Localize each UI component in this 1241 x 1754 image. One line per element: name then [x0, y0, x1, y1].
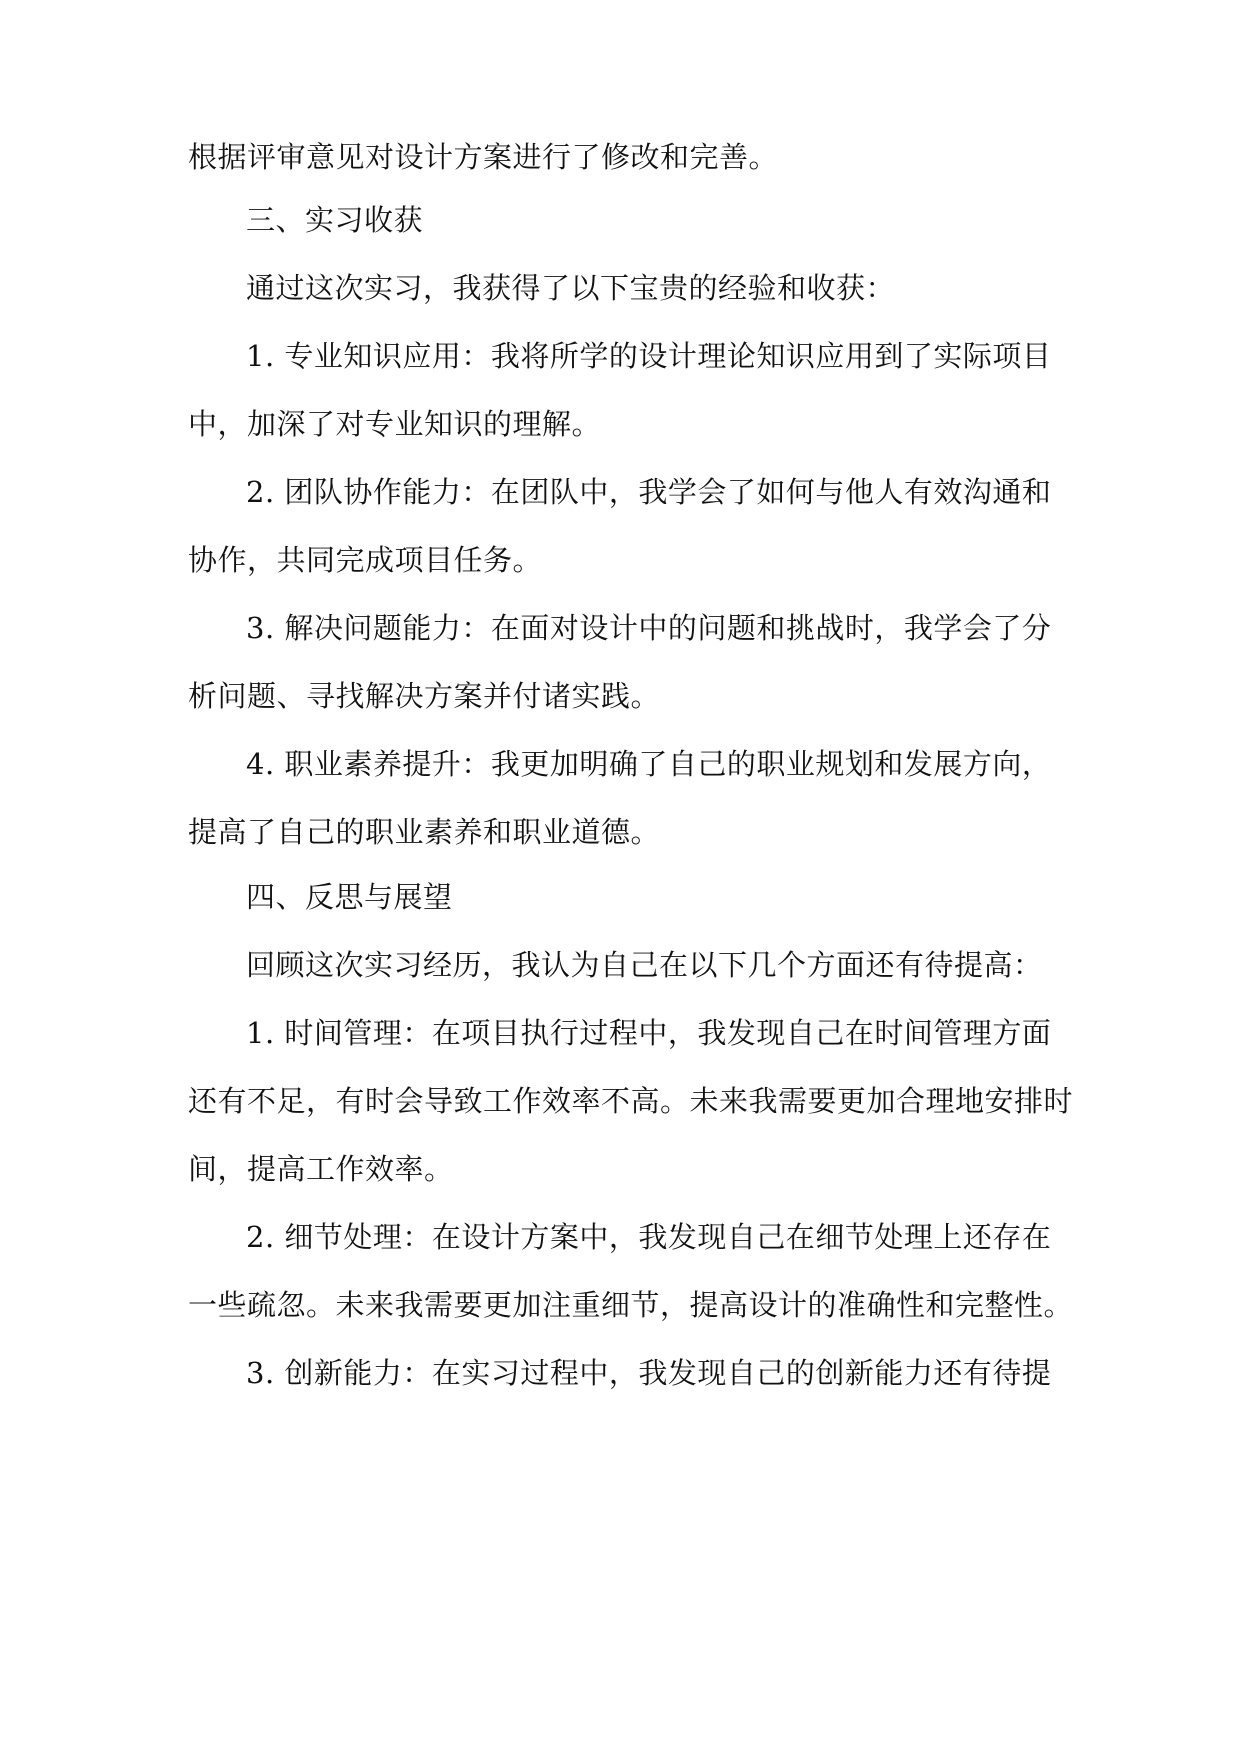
- paragraph-line: 协作，共同完成项目任务。: [188, 543, 543, 577]
- paragraph-line: 回顾这次实习经历，我认为自己在以下几个方面还有待提高：: [246, 948, 1043, 982]
- paragraph-line: 根据评审意见对设计方案进行了修改和完善。: [188, 140, 779, 174]
- paragraph-line: 一些疏忽。未来我需要更加注重细节，提高设计的准确性和完整性。: [188, 1288, 1074, 1322]
- paragraph-line: 还有不足，有时会导致工作效率不高。未来我需要更加合理地安排时: [188, 1084, 1074, 1118]
- list-item-line: 4. 职业素养提升：我更加明确了自己的职业规划和发展方向，: [246, 747, 1052, 781]
- list-item-line: 3. 创新能力：在实习过程中，我发现自己的创新能力还有待提: [246, 1356, 1052, 1390]
- section-heading: 三、实习收获: [246, 203, 424, 237]
- paragraph-line: 间，提高工作效率。: [188, 1152, 454, 1186]
- list-item-line: 2. 细节处理：在设计方案中，我发现自己在细节处理上还存在: [246, 1220, 1052, 1254]
- list-item-line: 3. 解决问题能力：在面对设计中的问题和挑战时，我学会了分: [246, 611, 1052, 645]
- paragraph-line: 析问题、寻找解决方案并付诸实践。: [188, 679, 661, 713]
- paragraph-line: 提高了自己的职业素养和职业道德。: [188, 815, 661, 849]
- paragraph-line: 中，加深了对专业知识的理解。: [188, 407, 602, 441]
- section-heading: 四、反思与展望: [246, 880, 453, 914]
- list-item-line: 1. 时间管理：在项目执行过程中，我发现自己在时间管理方面: [246, 1016, 1052, 1050]
- paragraph-line: 通过这次实习，我获得了以下宝贵的经验和收获：: [246, 271, 896, 305]
- list-item-line: 1. 专业知识应用：我将所学的设计理论知识应用到了实际项目: [246, 339, 1052, 373]
- list-item-line: 2. 团队协作能力：在团队中，我学会了如何与他人有效沟通和: [246, 475, 1052, 509]
